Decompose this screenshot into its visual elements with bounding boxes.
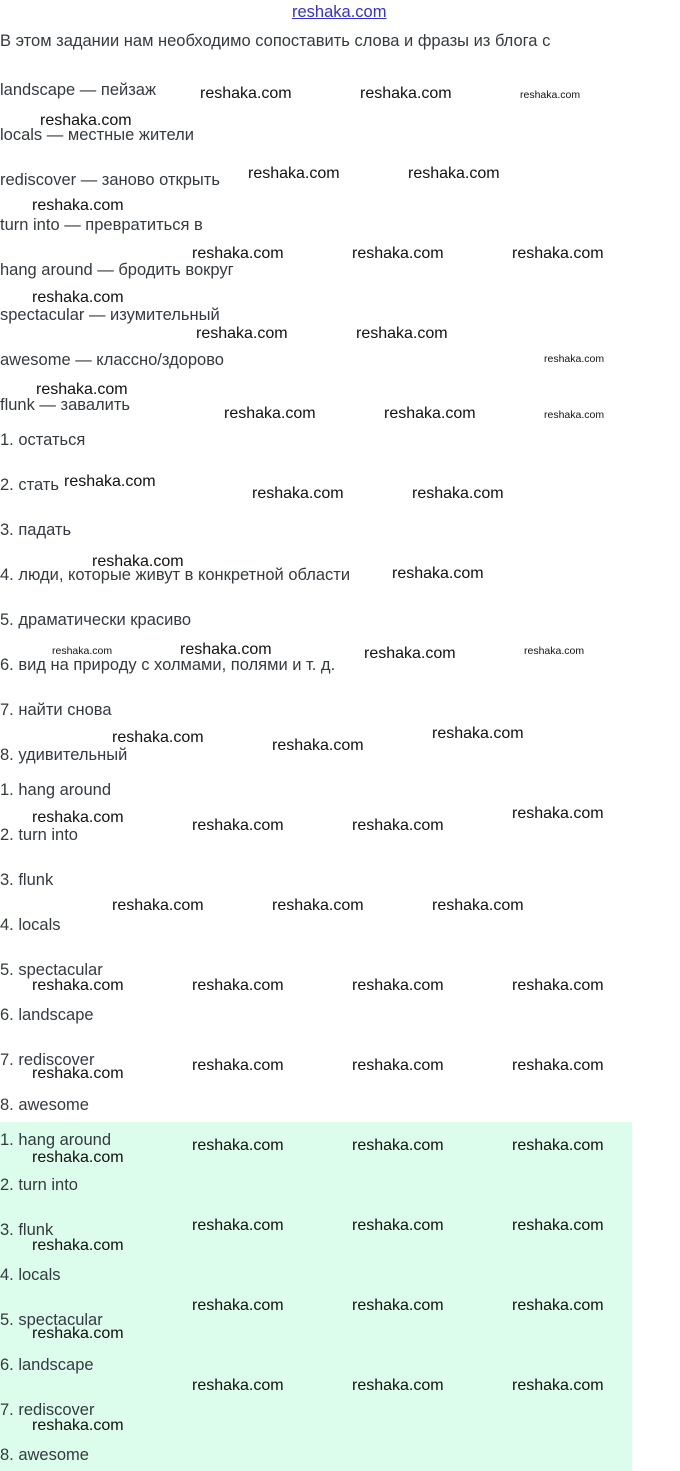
watermark: reshaka.com [544,353,605,365]
watermark: reshaka.com [356,325,448,342]
match-item: 8. awesome [0,1096,89,1114]
watermark: reshaka.com [352,1137,444,1154]
watermark: reshaka.com [200,85,292,102]
answer-item: 3. flunk [0,1221,54,1239]
watermark: reshaka.com [272,897,364,914]
watermark: reshaka.com [192,977,284,994]
match-item: 3. flunk [0,871,54,889]
match-item: 5. spectacular [0,961,103,979]
vocab-item: turn into — превратиться в [0,216,203,234]
watermark: reshaka.com [92,553,184,570]
definition-item: 1. остаться [0,431,86,449]
watermark: reshaka.com [180,641,272,658]
watermark: reshaka.com [192,1137,284,1154]
watermark: reshaka.com [52,645,113,657]
watermark: reshaka.com [32,1237,124,1254]
watermark: reshaka.com [524,645,585,657]
match-item: 6. landscape [0,1006,94,1024]
watermark: reshaka.com [512,245,604,262]
intro-text: В этом задании нам необходимо сопоставить слова и фразы из блога с [0,32,551,50]
watermark: reshaka.com [408,165,500,182]
watermark: reshaka.com [272,737,364,754]
watermark: reshaka.com [512,1377,604,1394]
watermark: reshaka.com [512,1297,604,1314]
answer-item: 6. landscape [0,1356,94,1374]
definition-item: 8. удивительный [0,746,128,764]
match-item: 2. turn into [0,826,78,844]
watermark: reshaka.com [352,1377,444,1394]
watermark: reshaka.com [352,817,444,834]
watermark: reshaka.com [432,897,524,914]
answer-item: 5. spectacular [0,1311,103,1329]
watermark: reshaka.com [384,405,476,422]
definition-item: 6. вид на природу с холмами, полями и т. д. [0,656,336,674]
watermark: reshaka.com [32,1149,124,1166]
watermark: reshaka.com [544,409,605,421]
watermark: reshaka.com [512,1217,604,1234]
vocab-item: hang around — бродить вокруг [0,261,234,279]
watermark: reshaka.com [248,165,340,182]
watermark: reshaka.com [32,977,124,994]
watermark: reshaka.com [196,325,288,342]
watermark: reshaka.com [432,725,524,742]
watermark: reshaka.com [364,645,456,662]
watermark: reshaka.com [32,809,124,826]
definition-item: 7. найти снова [0,701,112,719]
watermark: reshaka.com [252,485,344,502]
definition-item: 5. драматически красиво [0,611,192,629]
definition-item: 2. стать [0,476,59,494]
watermark: reshaka.com [352,977,444,994]
watermark: reshaka.com [512,1057,604,1074]
watermark: reshaka.com [512,977,604,994]
vocab-item: flunk — завалить [0,396,131,414]
match-item: 4. locals [0,916,61,934]
vocab-item: landscape — пейзаж [0,81,157,99]
watermark: reshaka.com [224,405,316,422]
watermark: reshaka.com [192,1377,284,1394]
watermark: reshaka.com [112,897,204,914]
match-item: 1. hang around [0,781,112,799]
watermark: reshaka.com [192,245,284,262]
watermark: reshaka.com [192,1057,284,1074]
watermark: reshaka.com [512,805,604,822]
watermark: reshaka.com [192,1297,284,1314]
vocab-item: rediscover — заново открыть [0,171,220,189]
watermark: reshaka.com [40,112,132,129]
watermark: reshaka.com [352,1297,444,1314]
answer-item: 1. hang around [0,1131,112,1149]
watermark: reshaka.com [352,245,444,262]
match-item: 7. rediscover [0,1051,95,1069]
watermark: reshaka.com [352,1217,444,1234]
watermark: reshaka.com [32,1065,124,1082]
watermark: reshaka.com [64,473,156,490]
watermark: reshaka.com [392,565,484,582]
watermark: reshaka.com [36,381,128,398]
watermark: reshaka.com [352,1057,444,1074]
watermark: reshaka.com [512,1137,604,1154]
answer-item: 8. awesome [0,1446,89,1464]
watermark: reshaka.com [192,817,284,834]
vocab-item: locals — местные жители [0,126,195,144]
answer-item: 2. turn into [0,1176,78,1194]
watermark: reshaka.com [360,85,452,102]
answer-item: 7. rediscover [0,1401,95,1419]
watermark: reshaka.com [32,1417,124,1434]
watermark: reshaka.com [520,89,581,101]
vocab-item: awesome — классно/здорово [0,351,224,369]
watermark: reshaka.com [32,197,124,214]
definition-item: 3. падать [0,521,72,539]
vocab-item: spectacular — изумительный [0,306,220,324]
watermark: reshaka.com [32,289,124,306]
watermark: reshaka.com [112,729,204,746]
watermark: reshaka.com [32,1325,124,1342]
watermark: reshaka.com [192,1217,284,1234]
site-link[interactable]: reshaka.com [292,3,387,21]
definition-item: 4. люди, которые живут в конкретной области [0,566,351,584]
watermark: reshaka.com [412,485,504,502]
answer-item: 4. locals [0,1266,61,1284]
